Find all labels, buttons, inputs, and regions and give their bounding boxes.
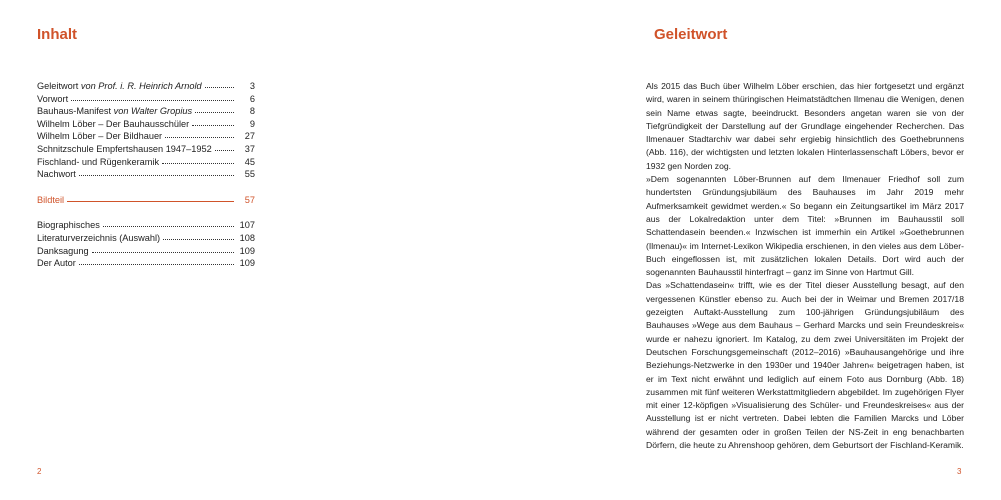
toc-entry-title: Der Autor [37, 258, 76, 269]
toc-heading: Inhalt [37, 26, 77, 43]
page-number-left: 2 [37, 467, 42, 476]
toc-leader [67, 195, 234, 203]
toc-entry-title: Danksagung [37, 245, 89, 256]
paragraph: Als 2015 das Buch über Wilhelm Löber erschien, das hier fortgesetzt und ergänzt wird, waren in seinem thüringischen Heimatstädtchen Ilmenau die Wenigen, denen sein Name etwas sagte, beeindruckt. Besonders angetan waren sie von der Tiefgründigkeit der Darstellung auf der Grundlage eingehender Recherchen. Das Ilmenauer Stadtarchiv war dabei sehr ergiebig hinsichtlich des Goethebrunnens (Abb. 116), der wichtigsten und letzten lokalen Hinterlassenschaft Löbers, bevor er 1932 gen Norden zog. [646, 81, 964, 171]
toc-entry-title: Vorwort [37, 93, 69, 104]
foreword-body [646, 80, 964, 452]
toc-entry-title: Biographisches [37, 220, 100, 231]
toc-entry-danksagung[interactable] [37, 245, 255, 258]
toc-page-number: 9 [249, 118, 255, 129]
toc-leader [215, 144, 234, 152]
toc-entry-geleitwort[interactable] [37, 80, 255, 93]
right-page [501, 0, 1001, 500]
toc-entry-title: Fischland- und Rügenkeramik [37, 156, 160, 167]
toc-page-number: 27 [244, 131, 255, 142]
toc-entry-bildhauer[interactable] [37, 130, 255, 143]
toc-page-number: 108 [239, 232, 255, 243]
paragraph: Das »Schattendasein« trifft, wie es der Titel dieser Ausstellung besagt, auf den vergessenen Künstler ebenso zu. Auch bei der in Weimar und Bremen 2017/18 gezeigten Auftakt-Ausstellung zum 100-jährigen Gründungsjubiläum des Bauhauses »Wege aus dem Bauhaus – Gerhard Marcks und sein Freundeskreis« wurde er nahezu ignoriert. Im Katalog, zu dem zwei Universitäten im Projekt der Deutschen Forschungsgemeinschaft (2012–2016) »Bauhausangehörige und ihre Beziehungs-Netzwerke in den 1930er und 1940er Jahren« beigetragen haben, ist er im Text nicht erwähnt und lediglich auf einem Foto aus Dornburg (Abb. 18) zusammen mit fünf weiteren Werkstattmitgliedern abgebildet. Im zugehörigen Flyer mit einer 12-köpfigen »Visualisierung des Schüler- und Freundeskreises« aus der Ausstellung ist er nicht vertreten. Dabei lebten die Familien Marcks und Löber während der gesamten oder in großen Teilen der NS-Zeit in eng benachbarten Dörfern, die heute zu Ahrenshoop gehören, dem Geburtsort der Fischland-Keramik. [646, 280, 964, 451]
toc-entry-bauhausschueler[interactable] [37, 118, 255, 131]
toc-leader [205, 81, 234, 89]
toc-leader [195, 106, 234, 114]
toc-page-number: 57 [244, 194, 255, 205]
toc-page-number: 109 [239, 245, 255, 256]
toc-entry-biographisches[interactable] [37, 219, 255, 232]
toc-leader [162, 157, 234, 165]
toc-entry-literaturverzeichnis[interactable] [37, 232, 255, 245]
toc-entry-nachwort[interactable] [37, 168, 255, 181]
toc-entry-author: von Prof. i. R. Heinrich Arnold [80, 81, 202, 91]
toc-entry-schnitzschule[interactable] [37, 143, 255, 156]
toc-leader [192, 119, 234, 127]
toc-leader [71, 94, 234, 102]
toc-entry-vorwort[interactable] [37, 93, 255, 106]
toc-entry-title: Wilhelm Löber – Der Bildhauer [37, 131, 163, 142]
toc-leader [79, 169, 234, 177]
toc-leader [79, 258, 234, 266]
toc-entry-bauhaus-manifest[interactable] [37, 105, 255, 118]
toc-entry-author: von Walter Gropius [113, 106, 193, 117]
toc-page-number: 107 [239, 220, 255, 231]
toc-entry-title: Nachwort [37, 169, 76, 180]
toc-page-number: 8 [249, 106, 255, 117]
table-of-contents [37, 80, 255, 270]
page-number-right: 3 [957, 467, 962, 476]
toc-entry-keramik[interactable] [37, 156, 255, 169]
toc-entry-bildteil[interactable] [37, 194, 255, 207]
toc-leader [163, 233, 234, 241]
paragraph: »Dem sogenannten Löber-Brunnen auf dem Ilmenauer Friedhof soll zum hundertsten Gründungsjubiläum des Bauhauses im Jahr 2019 mehr Aufmerksamkeit gewidmet werden.« So begann ein Zeitungsartikel im März 2017 aus der Lokalredaktion unter dem Titel: »Brunnen im Bauhausstil soll Schattendasein beenden.« Inzwischen ist immerhin ein Artikel »Goethebrunnen (Ilmenau)« im Internet-Lexikon Wikipedia erschienen, in den vieles aus dem Löber-Buch eingeflossen ist, mit zusätzlichen lokalen Details. Dort wird auch der sogenannten Bauhausstil hinterfragt – ganz im Sinne von Hartmut Gill. [646, 174, 964, 278]
toc-leader [103, 220, 234, 228]
toc-entry-title: Literaturverzeichnis (Auswahl) [37, 232, 161, 243]
toc-page-number: 6 [249, 93, 255, 104]
toc-spacer [37, 181, 255, 194]
toc-page-number: 3 [249, 81, 255, 91]
foreword-heading: Geleitwort [654, 26, 728, 43]
toc-entry-title: Bildteil [37, 194, 65, 205]
toc-entry-title: Geleitwort [37, 81, 81, 91]
left-page [0, 0, 500, 500]
toc-page-number: 109 [239, 258, 255, 269]
toc-entry-title: Bauhaus-Manifest [37, 106, 114, 117]
toc-entry-title: Schnitzschule Empfertshausen 1947–1952 [37, 143, 212, 154]
toc-entry-title: Wilhelm Löber – Der Bauhausschüler [37, 118, 190, 129]
toc-page-number: 45 [244, 156, 255, 167]
toc-page-number: 55 [244, 169, 255, 180]
toc-leader [92, 246, 234, 254]
toc-page-number: 37 [244, 143, 255, 154]
toc-spacer [37, 206, 255, 219]
toc-entry-autor[interactable] [37, 257, 255, 270]
toc-leader [165, 131, 234, 139]
